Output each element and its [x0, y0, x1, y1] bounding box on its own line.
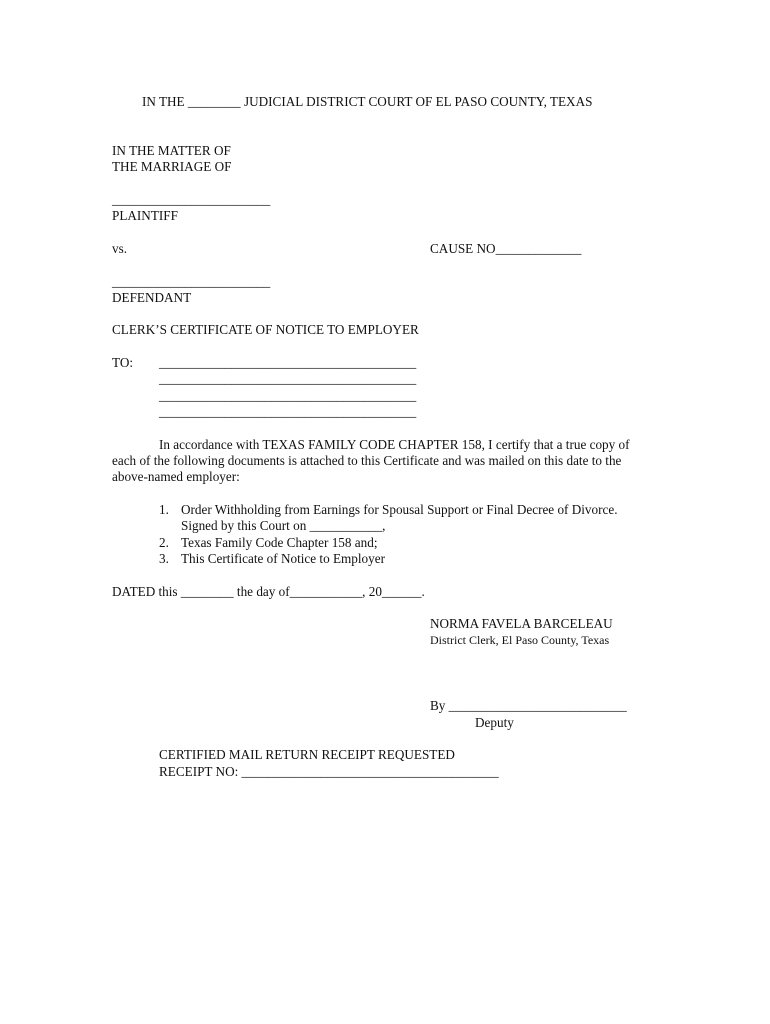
defendant-blank: ________________________ [112, 274, 271, 289]
to-address-line: _______________________________________ [159, 388, 417, 403]
matter-line-1: IN THE MATTER OF [112, 143, 231, 158]
plaintiff-blank: ________________________ [112, 192, 271, 207]
deputy-label: Deputy [475, 715, 514, 730]
defendant-label: DEFENDANT [112, 290, 192, 305]
list-item-certificate: This Certificate of Notice to Employer [181, 551, 385, 566]
list-item-family-code: Texas Family Code Chapter 158 and; [181, 535, 378, 550]
certified-mail-notice: CERTIFIED MAIL RETURN RECEIPT REQUESTED [159, 747, 455, 762]
certification-text-line-1: In accordance with TEXAS FAMILY CODE CHAPTER 158, I certify that a true copy of [159, 437, 630, 452]
dated-line: DATED this ________ the day of___________, 20______. [112, 584, 425, 599]
matter-line-2: THE MARRIAGE OF [112, 159, 232, 174]
certification-text-line-3: above-named employer: [112, 469, 240, 484]
versus-label: vs. [112, 241, 128, 256]
document-title: CLERK’S CERTIFICATE OF NOTICE TO EMPLOYER [112, 322, 419, 337]
clerk-title: District Clerk, El Paso County, Texas [430, 633, 610, 647]
to-address-line: _______________________________________ [159, 404, 417, 419]
cause-number: CAUSE NO_____________ [430, 241, 582, 256]
to-label: TO: [112, 355, 134, 370]
certification-text-line-2: each of the following documents is attached to this Certificate and was mailed on this date to the [112, 453, 622, 468]
list-item-number: 3. [159, 551, 169, 566]
list-item-number: 2. [159, 535, 169, 550]
list-item-order-signed: Signed by this Court on ___________, [181, 518, 386, 533]
signature-by-line: By ___________________________ [430, 698, 627, 713]
to-address-line: _______________________________________ [159, 371, 417, 386]
court-heading: IN THE ________ JUDICIAL DISTRICT COURT OF EL PASO COUNTY, TEXAS [142, 94, 593, 109]
list-item-number: 1. [159, 502, 169, 517]
to-address-line: _______________________________________ [159, 355, 417, 370]
clerk-name: NORMA FAVELA BARCELEAU [430, 616, 613, 631]
plaintiff-label: PLAINTIFF [112, 208, 178, 223]
receipt-number: RECEIPT NO: _______________________________________ [159, 764, 499, 779]
list-item-order: Order Withholding from Earnings for Spousal Support or Final Decree of Divorce. [181, 502, 618, 517]
